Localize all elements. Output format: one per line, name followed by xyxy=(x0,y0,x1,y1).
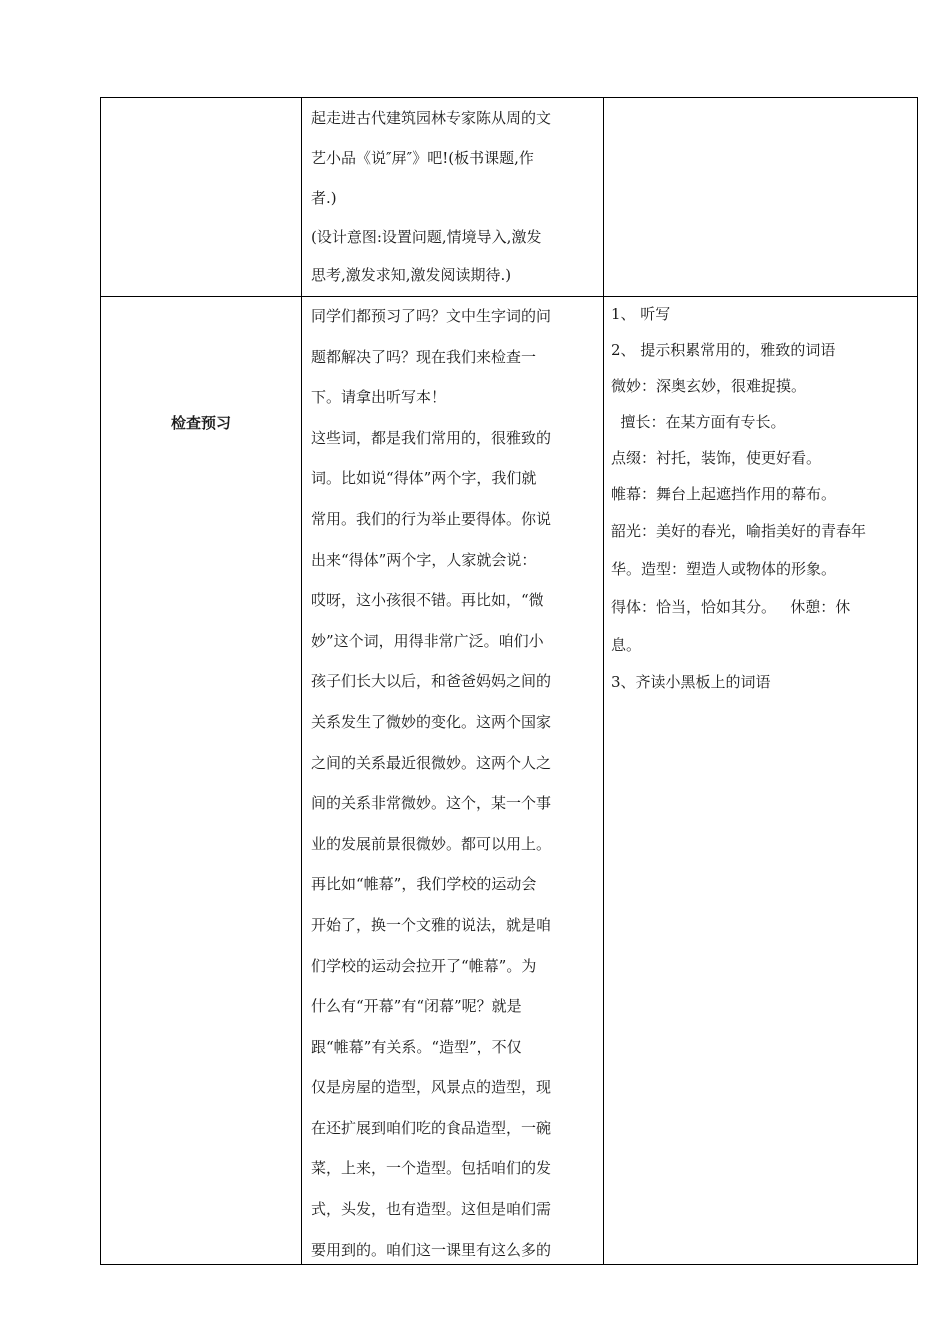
vocab-line: 韶光：美好的春光，喻指美好的青春年 xyxy=(611,522,867,540)
row1-design-note-line: (设计意图:设置问题,情境导入,激发 xyxy=(311,228,542,246)
row2-content-cell xyxy=(311,296,601,1270)
row2-text-line: 关系发生了微妙的变化。这两个国家 xyxy=(311,712,552,731)
row1-text-line: 起走进古代建筑园林专家陈从周的文 xyxy=(311,109,552,127)
vocab-line: 擅长：在某方面有专长。 xyxy=(611,413,786,431)
vocab-line: 华。造型：塑造人或物体的形象。 xyxy=(611,560,837,578)
row2-text-line: 跟“帷幕”有关系。“造型”，不仅 xyxy=(311,1037,522,1056)
vocab-line: 微妙：深奥玄妙，很难捉摸。 xyxy=(611,377,807,395)
row2-text-line: 什么有“开幕”有“闭幕”呢？就是 xyxy=(311,997,522,1016)
row2-text-line: 词。比如说“得体”两个字，我们就 xyxy=(311,469,537,488)
row2-text-line: 再比如“帷幕”，我们学校的运动会 xyxy=(311,875,537,894)
activity-line: 3、齐读小黑板上的词语 xyxy=(611,673,771,691)
activity-line: 1、 听写 xyxy=(611,305,671,323)
row2-text-line: 们学校的运动会拉开了“帷幕”。为 xyxy=(311,956,537,975)
row2-text-line: 妙”这个词，用得非常广泛。咱们小 xyxy=(311,631,544,650)
row2-text-line: 哎呀，这小孩很不错。再比如，“微 xyxy=(311,591,544,610)
row2-text-line: 开始了，换一个文雅的说法，就是咱 xyxy=(311,915,552,934)
row2-text-line: 孩子们长大以后，和爸爸妈妈之间的 xyxy=(311,672,552,691)
activity-line: 2、 提示积累常用的，雅致的词语 xyxy=(611,341,836,359)
row1-content-cell xyxy=(311,98,601,294)
row2-text-line: 这些词，都是我们常用的，很雅致的 xyxy=(311,428,552,447)
vocab-line: 得体：恰当，恰如其分。 休憩：休 xyxy=(611,598,851,616)
section-label-preview-check: 检查预习 xyxy=(170,414,231,432)
row2-text-line: 间的关系非常微妙。这个，某一个事 xyxy=(311,794,552,813)
row2-text-line: 出来“得体”两个字，人家就会说： xyxy=(311,550,537,569)
row1-text-line: 艺小品《说″屏″》吧!(板书课题,作 xyxy=(311,149,534,167)
row1-text-line: 者.) xyxy=(311,189,337,207)
row2-text-line: 仅是房屋的造型，风景点的造型，现 xyxy=(311,1078,552,1097)
row2-text-line: 同学们都预习了吗？文中生字词的问 xyxy=(311,307,552,325)
row2-text-line: 之间的关系最近很微妙。这两个人之 xyxy=(311,753,552,772)
vocab-line: 点缀：衬托，装饰，使更好看。 xyxy=(611,449,822,467)
lesson-plan-table xyxy=(100,97,918,1265)
vocab-line: 帷幕：舞台上起遮挡作用的幕布。 xyxy=(611,485,837,503)
row2-text-line: 下。请拿出听写本！ xyxy=(311,388,447,407)
row2-text-line: 要用到的。咱们这一课里有这么多的 xyxy=(311,1240,552,1259)
row1-design-note-line: 思考,激发求知,激发阅读期待.) xyxy=(311,266,512,284)
row2-activity-cell xyxy=(611,296,911,700)
row2-text-line: 式，头发，也有造型。这但是咱们需 xyxy=(311,1200,552,1219)
row2-text-line: 在还扩展到咱们吃的食品造型，一碗 xyxy=(311,1118,552,1137)
row2-text-line: 常用。我们的行为举止要得体。你说 xyxy=(311,509,552,528)
column-divider-1 xyxy=(301,98,302,1264)
row2-text-line: 菜，上来，一个造型。包括咱们的发 xyxy=(311,1159,552,1178)
row2-text-line: 题都解决了吗？现在我们来检查一 xyxy=(311,347,537,366)
row2-text-line: 业的发展前景很微妙。都可以用上。 xyxy=(311,834,552,853)
vocab-line: 息。 xyxy=(611,636,642,654)
column-divider-2 xyxy=(603,98,604,1264)
